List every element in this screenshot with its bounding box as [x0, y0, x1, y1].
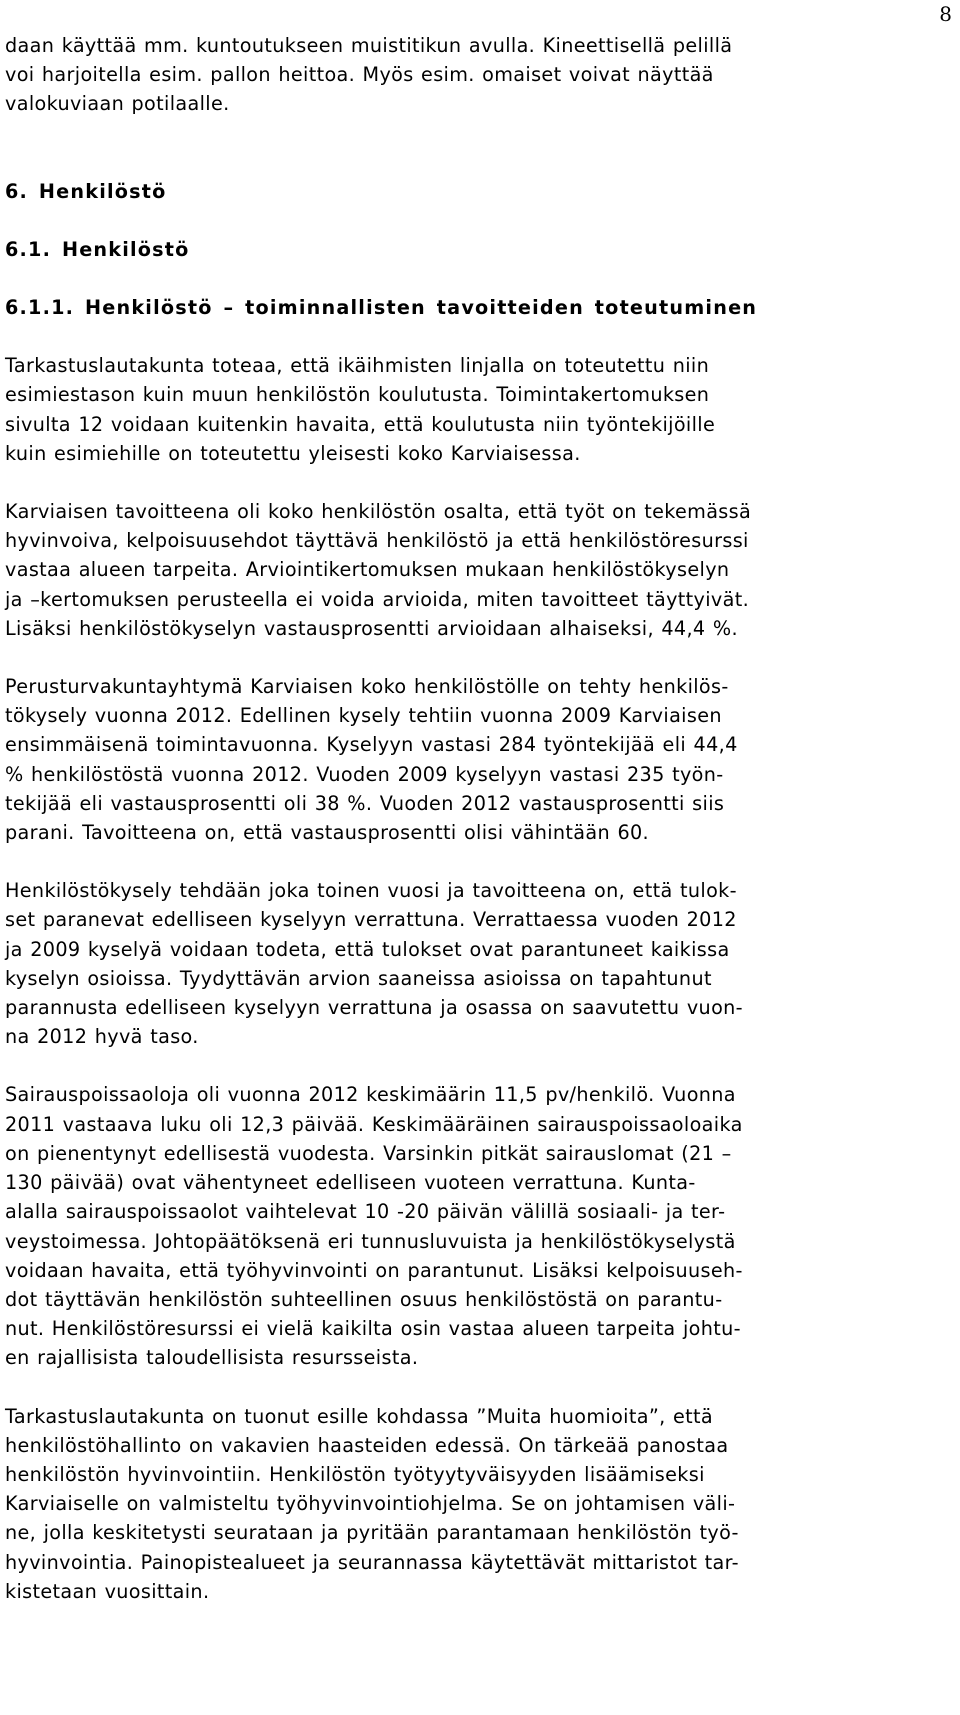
document-body	[5, 31, 865, 1635]
page-number: 8	[939, 2, 952, 26]
body-paragraph: Sairauspoissaoloja oli vuonna 2012 keskimäärin 11,5 pv/henkilö. Vuonna 2011 vastaava luku oli 12,3 päivää. Keskimääräinen sairauspoissaoloaika on pienentynyt edellisestä vuodesta. Varsinkin pitkät sairauslomat (21 – 130 päivää) ovat vähentyneet edelliseen vuoteen verrattuna. Kunta- alalla sairauspoissaolot vaihtelevat 10 -20 päivän välillä sosiaali- ja ter- veystoimessa. Johtopäätöksenä eri tunnusluvuista ja henkilöstökyselystä voidaan havaita, että työhyvinvointi on parantunut. Lisäksi kelpoisuuseh- dot täyttävän henkilöstön suhteellinen osuus henkilöstöstä on parantu- nut. Henkilöstöresurssi ei vielä kaikilta osin vastaa alueen tarpeita johtu- en rajallisista taloudellisista resursseista.	[5, 1083, 743, 1370]
body-paragraph: Karviaisen tavoitteena oli koko henkilöstön osalta, että työt on tekemässä hyvinvoiva, kelpoisuusehdot täyttävä henkilöstö ja että henkilöstöresurssi vastaa alueen tarpeita. Arviointikertomuksen mukaan henkilöstökyselyn ja –kertomuksen perusteella ei voida arvioida, miten tavoitteet täyttyivät. Lisäksi henkilöstökyselyn vastausprosentti arvioidaan alhaiseksi, 44,4 %.	[5, 500, 752, 640]
body-paragraph: Perusturvakuntayhtymä Karviaisen koko henkilöstölle on tehty henkilös- tökysely vuonna 2012. Edellinen kysely tehtiin vuonna 2009 Karviaisen ensimmäisenä toimintavuonna. Kyselyyn vastasi 284 työntekijää eli 44,4 % henkilöstöstä vuonna 2012. Vuoden 2009 kyselyyn vastasi 235 työn- tekijää eli vastausprosentti oli 38 %. Vuoden 2012 vastausprosentti siis parani. Tavoitteena on, että vastausprosentti olisi vähintään 60.	[5, 675, 738, 845]
body-paragraph: Henkilöstökysely tehdään joka toinen vuosi ja tavoitteena on, että tulok- set paranevat edelliseen kyselyyn verrattuna. Verrattaessa vuoden 2012 ja 2009 kyselyä voidaan todeta, että tulokset ovat parantuneet kaikissa kyselyn osioissa. Tyydyttävän arvion saaneissa asioissa on tapahtunut parannusta edelliseen kyselyyn verrattuna ja osassa on saavutettu vuon- na 2012 hyvä taso.	[5, 879, 743, 1049]
section-heading-6-1: 6.1. Henkilöstö	[5, 237, 190, 261]
section-heading-6-1-1: 6.1.1. Henkilöstö – toiminnallisten tavoitteiden toteutuminen	[5, 296, 758, 320]
section-heading-6: 6. Henkilöstö	[5, 179, 167, 203]
body-paragraph: Tarkastuslautakunta toteaa, että ikäihmisten linjalla on toteutettu niin esimiestason kuin muun henkilöstön koulutusta. Toimintakertomuksen sivulta 12 voidaan kuitenkin havaita, että koulutusta niin työntekijöille kuin esimiehille on toteutettu yleisesti koko Karviaisessa.	[5, 354, 716, 465]
body-paragraph: Tarkastuslautakunta on tuonut esille kohdassa ”Muita huomioita”, että henkilöstöhallinto on vakavien haasteiden edessä. On tärkeää panostaa henkilöstön hyvinvointiin. Henkilöstön työtyytyväisyyden lisäämiseksi Karviaiselle on valmisteltu työhyvinvointiohjelma. Se on johtamisen väli- ne, jolla keskitetysti seurataan ja pyritään parantamaan henkilöstön työ- hyvinvointia. Painopistealueet ja seurannassa käytettävät mittaristot tar- kistetaan vuosittain.	[5, 1404, 739, 1603]
intro-paragraph: daan käyttää mm. kuntoutukseen muistitikun avulla. Kineettisellä pelillä voi harjoitella esim. pallon heittoa. Myös esim. omaiset voivat näyttää valokuviaan potilaalle.	[5, 34, 733, 116]
